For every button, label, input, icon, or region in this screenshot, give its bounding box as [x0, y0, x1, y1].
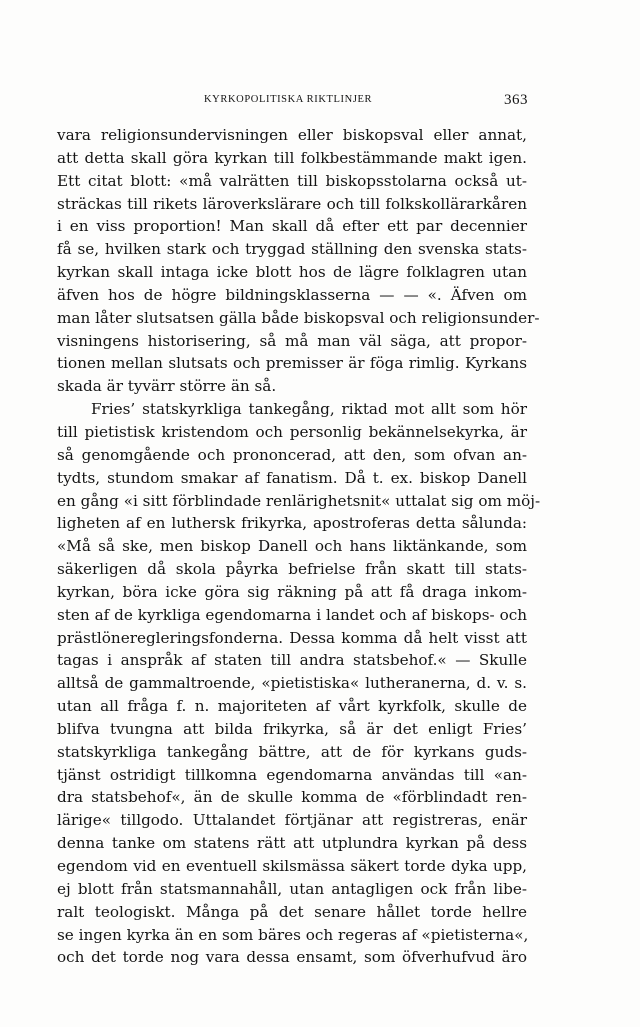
- text-line: sten af de kyrkliga egendomarna i landet och af biskops- och: [57, 605, 527, 624]
- text-line: sträckas till rikets läroverkslärare och till folkskollärarkåren: [57, 194, 527, 213]
- text-line: en gång «i sitt förblindade renlärighetsnit« uttalat sig om möj-: [57, 491, 541, 510]
- page-header: [56, 92, 528, 112]
- body-text: [57, 124, 541, 969]
- text-line: se ingen kyrka än en som bäres och regeras af «pietisterna«,: [57, 925, 529, 944]
- text-line: ej blott från statsmannahåll, utan antagligen ock från libe-: [57, 879, 527, 898]
- text-line: prästlöneregleringsfonderna. Dessa komma då helt visst att: [57, 628, 527, 647]
- text-line: äfven hos de högre bildningsklasserna — — «. Äfven om: [57, 285, 527, 304]
- text-line: tionen mellan slutsats och premisser är föga rimlig. Kyrkans: [57, 354, 527, 373]
- text-line: alltså de gammaltroende, «pietistiska« lutheranerna, d. v. s.: [57, 674, 527, 693]
- text-line: kyrkan, böra icke göra sig räkning på att få draga inkom-: [57, 582, 527, 601]
- text-line: tydts, stundom smakar af fanatism. Då t. ex. biskop Danell: [57, 468, 527, 487]
- text-line: och det torde nog vara dessa ensamt, som öfverhufvud äro: [57, 948, 527, 967]
- text-line: få se, hvilken stark och tryggad ställning den svenska stats-: [57, 240, 527, 259]
- text-line: till pietistisk kristendom och personlig bekännelsekyrka, är: [57, 422, 527, 441]
- text-line: blifva tvungna att bilda frikyrka, så är det enligt Fries’: [57, 719, 527, 738]
- text-line: «Må så ske, men biskop Danell och hans liktänkande, som: [57, 537, 527, 556]
- text-line: så genomgående och prononcerad, att den, som ofvan an-: [57, 445, 527, 464]
- text-line: ligheten af en luthersk frikyrka, apostroferas detta sålunda:: [57, 514, 527, 533]
- text-line: man låter slutsatsen gälla både biskopsval och religionsunder-: [57, 308, 540, 327]
- paragraph-start-line: Fries’ statskyrkliga tankegång, riktad mot allt som hör: [91, 400, 527, 419]
- text-line: tagas i anspråk af staten till andra statsbehof.« — Skulle: [57, 651, 527, 670]
- text-line: i en viss proportion! Man skall då efter ett par decennier: [57, 217, 527, 236]
- text-line: lärige« tillgodo. Uttalandet förtjänar att registreras, enär: [57, 811, 527, 830]
- page-number: 363: [504, 92, 528, 108]
- text-line: säkerligen då skola påyrka befrielse från skatt till stats-: [57, 560, 527, 579]
- text-line: visningens historisering, så må man väl säga, att propor-: [57, 331, 527, 350]
- text-line: statskyrkliga tankegång bättre, att de för kyrkans guds-: [57, 742, 527, 761]
- text-line: dra statsbehof«, än de skulle komma de «förblindadt ren-: [57, 788, 527, 807]
- text-line: ralt teologiskt. Många på det senare hållet torde hellre: [57, 902, 527, 921]
- paragraph-end-line: skada är tyvärr större än så.: [57, 377, 277, 396]
- text-line: tjänst ostridigt tillkomna egendomarna användas till «an-: [57, 765, 527, 784]
- text-line: kyrkan skall intaga icke blott hos de lägre folklagren utan: [57, 263, 527, 282]
- text-line: vara religionsundervisningen eller biskopsval eller annat,: [57, 126, 527, 144]
- text-line: egendom vid en eventuell skilsmässa säkert torde dyka upp,: [57, 857, 527, 875]
- text-line: utan all fråga f. n. majoriteten af vårt kyrkfolk, skulle de: [57, 697, 527, 716]
- text-line: att detta skall göra kyrkan till folkbestämmande makt igen.: [57, 148, 527, 167]
- text-line: Ett citat blott: «må valrätten till biskopsstolarna också ut-: [57, 171, 527, 190]
- text-line: denna tanke om statens rätt att utplundra kyrkan på dess: [57, 834, 527, 853]
- running-title: KYRKOPOLITISKA RIKTLINJER: [204, 94, 373, 105]
